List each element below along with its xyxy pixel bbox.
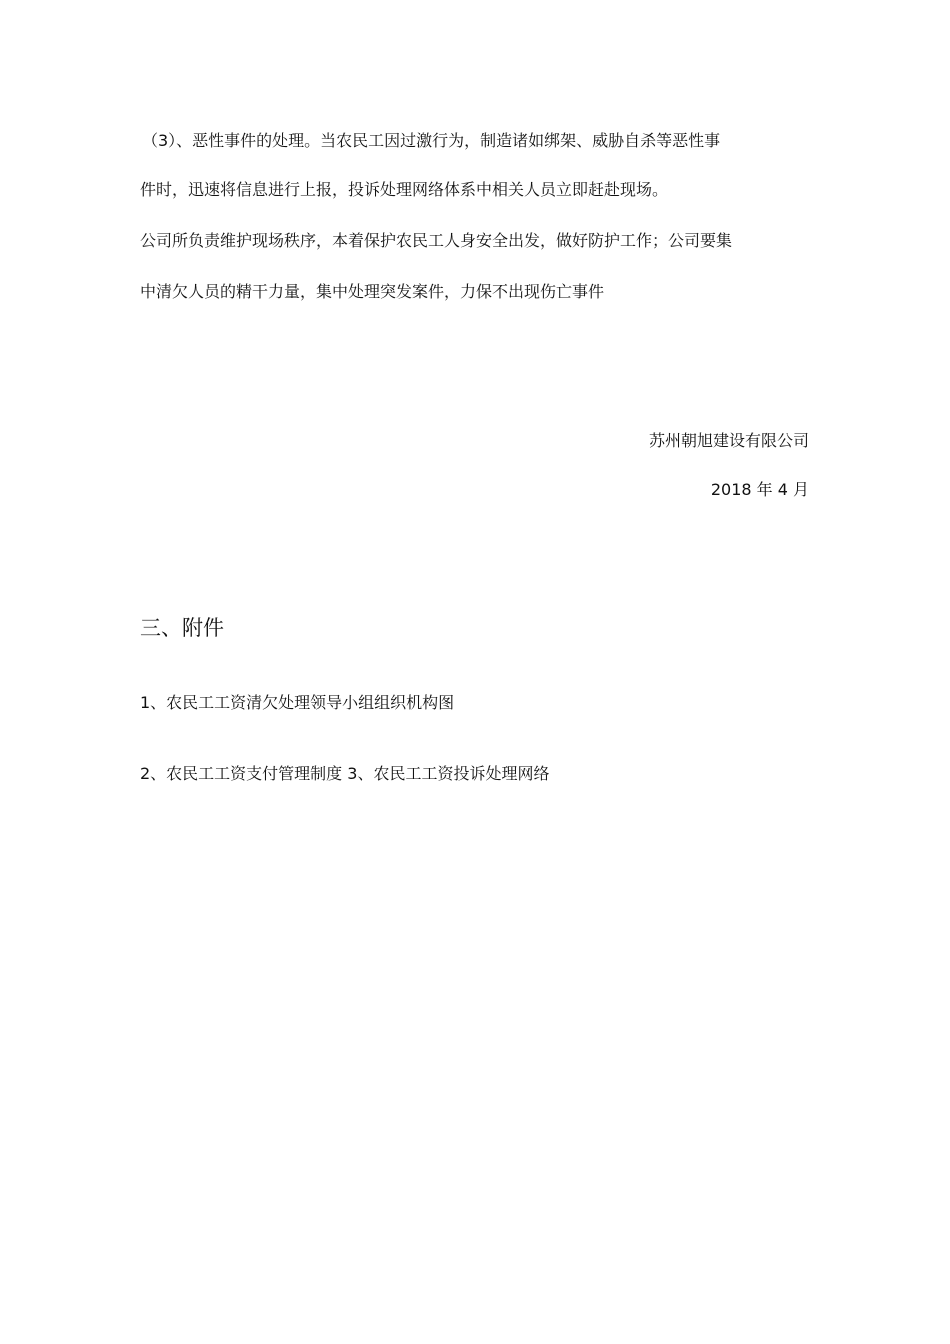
signature-company: 苏州朝旭建设有限公司 [648,431,809,450]
signature-date: 2018 年 4 月 [710,480,809,499]
paragraph-line-4: 中清欠人员的精干力量，集中处理突发案件，力保不出现伤亡事件 [140,282,605,301]
paragraph-line-3: 公司所负责维护现场秩序，本着保护农民工人身安全出发，做好防护工作；公司要集 [140,231,733,250]
appendix-item-1: 1、农民工工资清欠处理领导小组组织机构图 [140,693,455,712]
paragraph-line-2: 件时，迅速将信息进行上报，投诉处理网络体系中相关人员立即赶赴现场。 [140,180,669,199]
appendix-heading: 三、附件 [140,616,224,640]
paragraph-line-1: （3）、恶性事件的处理。当农民工因过激行为，制造诸如绑架、威胁自杀等恶性事 [142,131,721,150]
appendix-item-2: 2、农民工工资支付管理制度 3、农民工工资投诉处理网络 [140,764,550,783]
